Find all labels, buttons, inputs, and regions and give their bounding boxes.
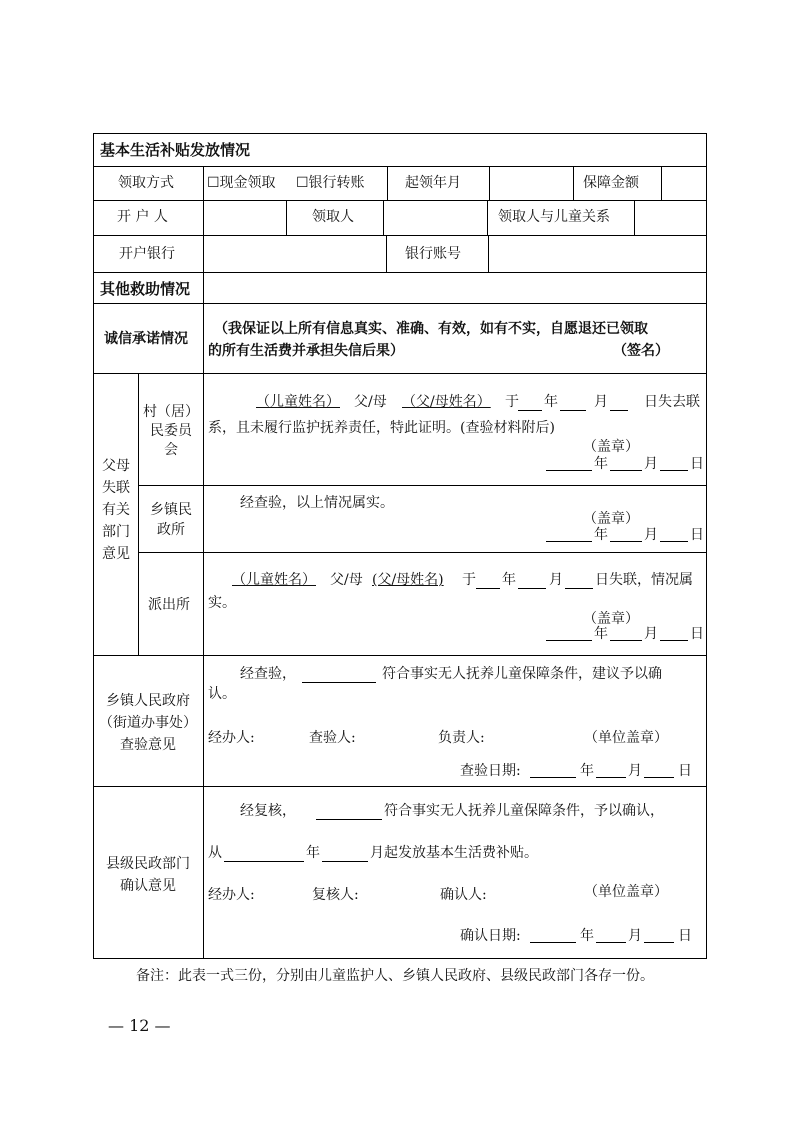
label-line: （街道办事处） <box>99 715 197 731</box>
col-line <box>387 166 388 200</box>
blank <box>610 470 642 471</box>
blank <box>530 942 576 943</box>
label-parents-dept <box>98 455 134 565</box>
col-line <box>203 272 204 303</box>
label-receiver-relation: 领取人与儿童关系 <box>498 209 610 225</box>
label-line: 意见 <box>102 546 130 562</box>
blank <box>660 470 688 471</box>
village-day-text: 日失去联 <box>644 394 700 410</box>
col-line <box>203 303 204 373</box>
village-text-1: 父/母 <box>354 394 387 410</box>
police-year: 年 <box>502 572 516 588</box>
police-text-1: 父/母 <box>330 572 363 588</box>
col-line <box>487 200 488 235</box>
confirm-year: 年 <box>306 845 320 861</box>
village-date-year: 年 <box>594 456 608 472</box>
row-line <box>93 200 707 201</box>
blank <box>224 861 304 862</box>
blank <box>610 541 642 542</box>
label-county-civil <box>94 853 202 897</box>
confirm-text-1: 经复核， <box>240 803 296 819</box>
col-line <box>488 235 489 272</box>
col-line <box>203 373 204 958</box>
township-date-month: 月 <box>644 527 658 543</box>
col-line <box>489 166 490 200</box>
blank <box>476 588 500 589</box>
promise-sign: （签名） <box>613 343 669 359</box>
label-line: 政所 <box>157 522 185 538</box>
village-parent-name: （父/母姓名） <box>402 394 491 410</box>
label-line: 确认意见 <box>120 878 176 894</box>
blank <box>546 541 592 542</box>
blank <box>316 819 382 820</box>
row-line <box>93 655 707 656</box>
village-date-day: 日 <box>690 456 704 472</box>
checkbox-bank-transfer[interactable]: ☐银行转账 <box>296 175 365 191</box>
row-line <box>93 235 707 236</box>
col-line <box>383 200 384 235</box>
police-parent-name: (父/母姓名) <box>372 572 444 588</box>
page-number: — 12 — <box>108 1016 171 1035</box>
label-line: 有关 <box>102 502 130 518</box>
label-village-committee <box>140 403 202 460</box>
confirm-text-3: 月起发放基本生活费补贴。 <box>370 845 538 861</box>
village-date-month: 月 <box>644 456 658 472</box>
verify-date-day: 日 <box>678 763 692 779</box>
label-line: 会 <box>164 442 178 458</box>
blank <box>610 410 628 411</box>
verify-text-3: 认。 <box>208 686 236 702</box>
village-month: 月 <box>594 394 608 410</box>
village-seal: （盖章） <box>583 439 639 455</box>
police-child-name: （儿童姓名） <box>232 572 316 588</box>
row-line <box>93 786 707 787</box>
border-bottom <box>93 958 707 959</box>
row-line <box>93 373 707 374</box>
label-line: 县级民政部门 <box>106 856 190 872</box>
confirm-date-month: 月 <box>628 928 642 944</box>
col-line <box>203 166 204 272</box>
label-line: 乡镇人民政府 <box>106 693 190 709</box>
label-receiver: 领取人 <box>312 209 354 225</box>
label-line: 查验意见 <box>120 737 176 753</box>
row-line <box>93 272 707 273</box>
verify-date-month: 月 <box>628 763 642 779</box>
confirm-text-2: 符合事实无人抚养儿童保障条件，予以确认， <box>384 803 664 819</box>
row-line <box>93 166 707 167</box>
label-promise: 诚信承诺情况 <box>104 331 188 347</box>
verify-leader: 负责人: <box>438 730 485 746</box>
police-date-month: 月 <box>644 626 658 642</box>
blank <box>596 777 626 778</box>
label-line: 部门 <box>102 524 130 540</box>
township-seal: （盖章） <box>583 511 639 527</box>
label-receive-method: 领取方式 <box>118 175 174 191</box>
verify-checker: 查验人: <box>309 730 356 746</box>
confirm-handler: 经办人: <box>208 887 255 903</box>
border-right <box>706 133 707 959</box>
label-line: 乡镇民 <box>150 502 192 518</box>
blank <box>644 777 674 778</box>
confirm-seal: （单位盖章） <box>584 884 668 900</box>
col-line <box>286 200 287 235</box>
verify-text-1: 经查验， <box>240 666 296 682</box>
police-text-line2: 实。 <box>208 595 236 611</box>
police-date-year: 年 <box>594 626 608 642</box>
township-text: 经查验，以上情况属实。 <box>240 495 394 511</box>
blank <box>596 942 626 943</box>
label-start-month: 起领年月 <box>405 175 461 191</box>
village-year: 年 <box>544 394 558 410</box>
label-township-gov <box>94 690 202 756</box>
label-line: 村（居） <box>143 404 199 420</box>
blank <box>660 541 688 542</box>
police-seal: （盖章） <box>583 611 639 627</box>
promise-text-line1: （我保证以上所有信息真实、准确、有效，如有不实，自愿退还已领取 <box>214 321 648 337</box>
blank <box>546 470 592 471</box>
verify-date-year: 年 <box>580 763 594 779</box>
village-text-line2: 系，且未履行监护抚养责任，特此证明。(查验材料附后) <box>208 420 555 436</box>
confirm-date-year: 年 <box>580 928 594 944</box>
village-text-2: 于 <box>505 394 519 410</box>
col-line <box>386 235 387 272</box>
row-line <box>93 303 707 304</box>
label-line: 父母 <box>102 458 130 474</box>
confirm-date-label: 确认日期: <box>460 928 521 944</box>
label-township-civil <box>140 500 202 540</box>
confirm-from: 从 <box>208 845 222 861</box>
row-line <box>138 485 707 486</box>
blank <box>610 640 642 641</box>
label-account-number: 银行账号 <box>405 246 461 262</box>
blank <box>322 861 368 862</box>
police-month: 月 <box>549 572 563 588</box>
col-line <box>138 373 139 655</box>
blank <box>518 410 542 411</box>
col-line <box>634 200 635 235</box>
confirm-date-day: 日 <box>678 928 692 944</box>
checkbox-cash[interactable]: ☐现金领取 <box>207 175 276 191</box>
verify-seal: （单位盖章） <box>584 730 668 746</box>
confirm-confirmer: 确认人: <box>440 887 487 903</box>
township-date-year: 年 <box>594 527 608 543</box>
blank <box>560 410 586 411</box>
blank <box>518 588 546 589</box>
col-line <box>661 166 662 200</box>
section-other-title: 其他救助情况 <box>100 280 191 298</box>
verify-handler: 经办人: <box>208 730 255 746</box>
police-date-day: 日 <box>690 626 704 642</box>
label-bank: 开户银行 <box>119 246 175 262</box>
section-basic-title: 基本生活补贴发放情况 <box>100 141 251 159</box>
blank <box>660 640 688 641</box>
label-line: 失联 <box>102 480 130 496</box>
label-account-holder: 开 户 人 <box>117 209 168 225</box>
border-left <box>93 133 94 959</box>
blank <box>546 640 592 641</box>
note: 备注：此表一式三份，分别由儿童监护人、乡镇人民政府、县级民政部门各存一份。 <box>136 968 654 984</box>
police-text-2: 于 <box>462 572 476 588</box>
label-police-station: 派出所 <box>148 597 190 613</box>
label-guarantee-amount: 保障金额 <box>583 175 639 191</box>
verify-date-label: 查验日期: <box>460 763 521 779</box>
police-day-text: 日失联，情况属 <box>595 572 693 588</box>
border-top <box>93 133 707 134</box>
row-line <box>138 552 707 553</box>
label-line: 民委员 <box>150 423 192 439</box>
village-child-name: （儿童姓名） <box>256 394 340 410</box>
township-date-day: 日 <box>690 527 704 543</box>
blank <box>530 777 576 778</box>
blank <box>302 682 376 683</box>
confirm-reviewer: 复核人: <box>312 887 359 903</box>
blank <box>565 588 593 589</box>
col-line <box>573 166 574 200</box>
verify-text-2: 符合事实无人抚养儿童保障条件，建议予以确 <box>382 666 662 682</box>
blank <box>644 942 674 943</box>
promise-text-line2: 的所有生活费并承担失信后果） <box>208 343 404 359</box>
